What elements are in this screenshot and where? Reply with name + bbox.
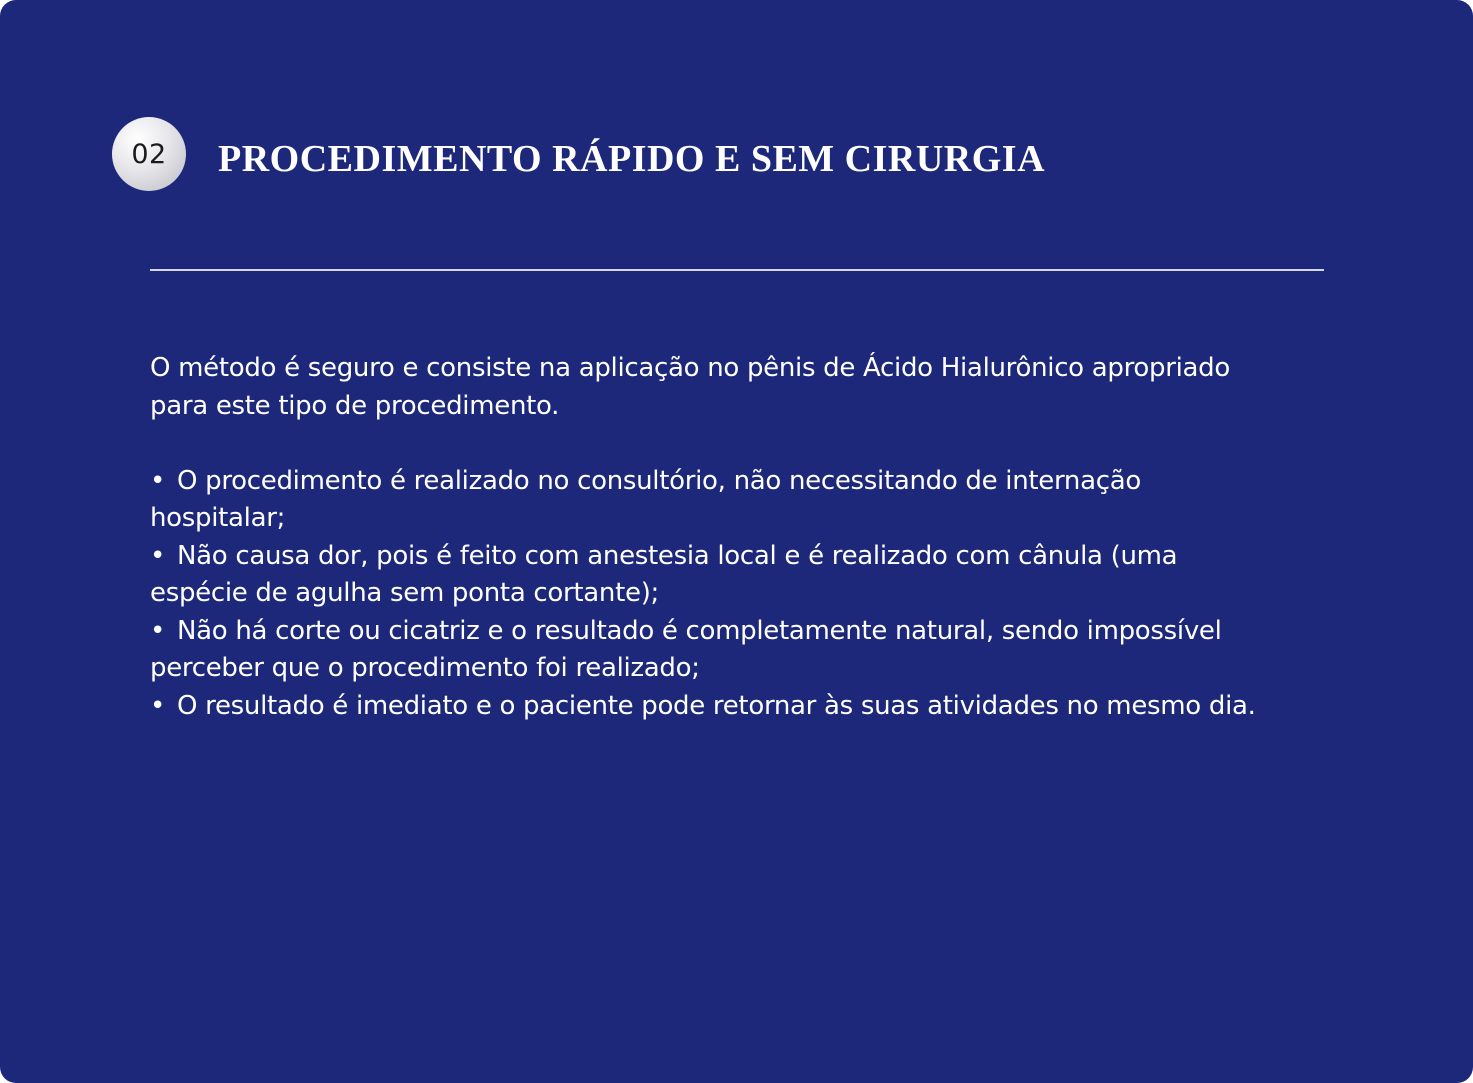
bullet-icon: • — [150, 690, 166, 721]
bullet-icon: • — [150, 465, 166, 496]
section-number: 02 — [131, 138, 167, 170]
section-content — [150, 350, 1260, 725]
divider — [150, 269, 1324, 271]
list-item-text: O procedimento é realizado no consultório, não necessitando de internação hospitalar; — [150, 465, 1141, 533]
list-item — [150, 463, 1260, 538]
benefits-list — [150, 463, 1260, 726]
list-item — [150, 613, 1260, 688]
bullet-icon: • — [150, 540, 166, 571]
section-title: PROCEDIMENTO RÁPIDO E SEM CIRURGIA — [218, 138, 1046, 180]
list-item-text: O resultado é imediato e o paciente pode retornar às suas atividades no mesmo dia. — [177, 690, 1256, 721]
list-item-text: Não causa dor, pois é feito com anestesia local e é realizado com cânula (uma espécie de agulha sem ponta cortante); — [150, 540, 1178, 608]
list-item — [150, 538, 1260, 613]
section-number-badge — [112, 117, 186, 191]
bullet-icon: • — [150, 615, 166, 646]
list-item — [150, 688, 1260, 726]
list-item-text: Não há corte ou cicatriz e o resultado é completamente natural, sendo impossível perceber que o procedimento foi realizado; — [150, 615, 1222, 683]
intro-paragraph: O método é seguro e consiste na aplicação no pênis de Ácido Hialurônico apropriado para este tipo de procedimento. — [150, 353, 1230, 421]
